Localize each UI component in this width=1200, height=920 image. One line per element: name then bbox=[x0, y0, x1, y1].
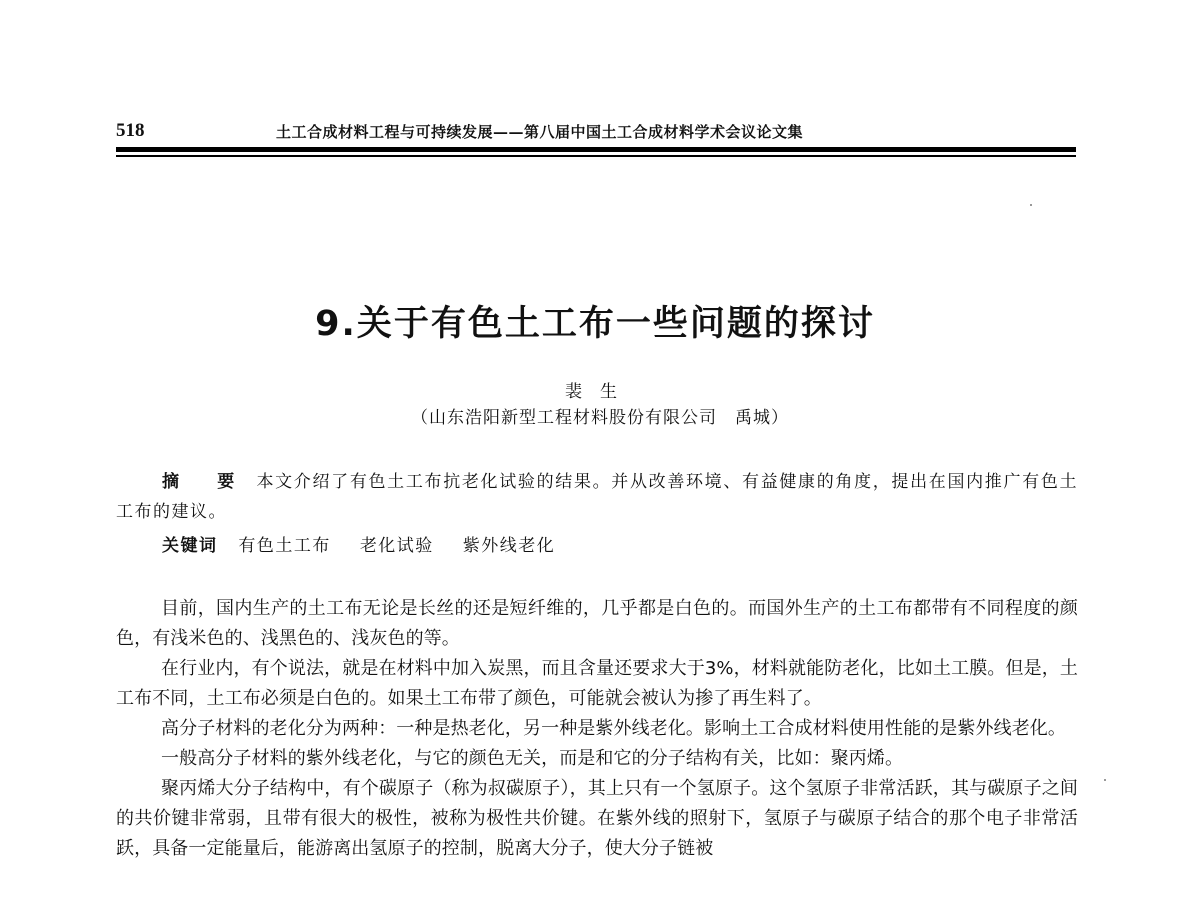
running-title: 土工合成材料工程与可持续发展——第八届中国土工合成材料学术会议论文集 bbox=[276, 123, 804, 141]
keyword: 有色土工布 bbox=[238, 536, 331, 556]
abstract-text: 本文介绍了有色土工布抗老化试验的结果。并从改善环境、有益健康的角度，提出在国内推广有色土工布的建议。 bbox=[116, 472, 1079, 522]
keywords bbox=[162, 531, 577, 556]
body-paragraph: 目前，国内生产的土工布无论是长丝的还是短纤维的，几乎都是白色的。而国外生产的土工布都带有不同程度的颜色，有浅米色的、浅黑色的、浅灰色的等。 bbox=[116, 598, 1078, 649]
body-paragraph: 一般高分子材料的紫外线老化，与它的颜色无关，而是和它的分子结构有关，比如：聚丙烯。 bbox=[161, 748, 904, 769]
author-name: 裴生 bbox=[565, 382, 635, 402]
page-number: 518 bbox=[116, 120, 145, 141]
author-affiliation: （山东浩阳新型工程材料股份有限公司 禹城） bbox=[411, 408, 789, 428]
running-header bbox=[116, 118, 1076, 148]
body-paragraph: 在行业内，有个说法，就是在材料中加入炭黑，而且含量还要求大于3%，材料就能防老化，比如土工膜。但是，土工布不同，土工布必须是白色的。如果土工布带了颜色，可能就会被认为掺了再生料了。 bbox=[116, 658, 1078, 709]
header-rule-thick bbox=[116, 147, 1076, 152]
scan-speck bbox=[1030, 204, 1032, 206]
keyword: 紫外线老化 bbox=[462, 536, 556, 556]
body-text bbox=[116, 594, 1078, 864]
article-title: 9.关于有色土工布一些问题的探讨 bbox=[315, 304, 875, 344]
keyword: 老化试验 bbox=[359, 536, 434, 556]
abstract-label: 摘 要 bbox=[162, 472, 251, 492]
header-rule-thin bbox=[116, 155, 1076, 157]
body-paragraph: 高分子材料的老化分为两种：一种是热老化，另一种是紫外线老化。影响土工合成材料使用性能的是紫外线老化。 bbox=[161, 718, 1066, 739]
abstract bbox=[116, 467, 1078, 527]
keywords-label: 关键词 bbox=[162, 536, 218, 556]
scan-speck bbox=[1104, 779, 1106, 781]
body-paragraph: 聚丙烯大分子结构中，有个碳原子（称为叔碳原子），其上只有一个氢原子。这个氢原子非常活跃，其与碳原子之间的共价键非常弱，且带有很大的极性，被称为极性共价键。在紫外线的照射下，氢原子与碳原子结合的那个电子非常活跃，具备一定能量后，能游离出氢原子的控制，脱离大分子，使大分子链被 bbox=[116, 778, 1078, 859]
